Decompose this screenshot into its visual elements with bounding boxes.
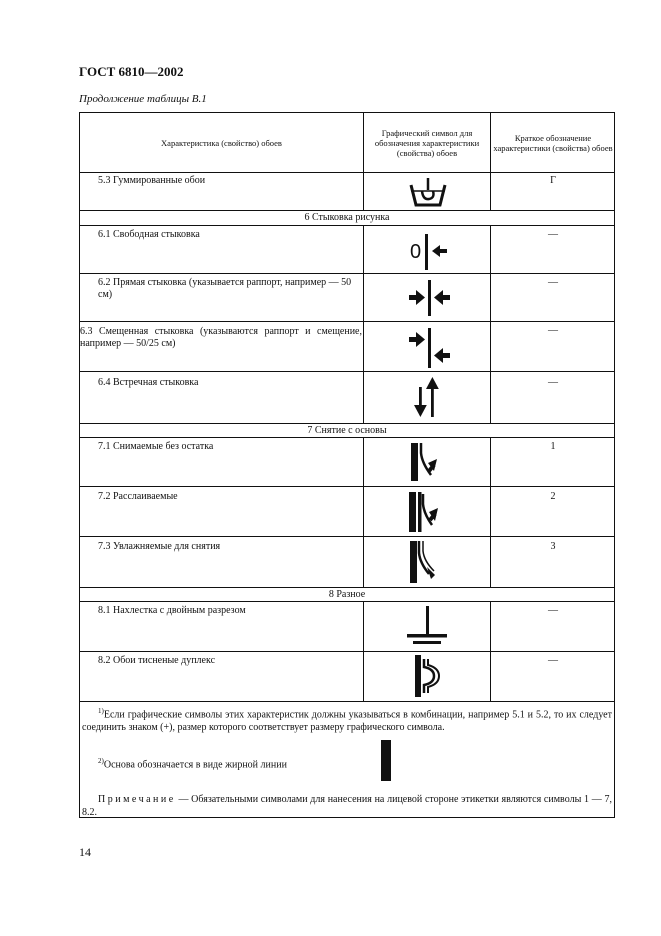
peelable-icon (408, 492, 444, 532)
row-6-1-code: — (548, 229, 558, 240)
row-7-1-code: 1 (550, 441, 556, 452)
footnote-1 (82, 705, 612, 734)
free-match-zero: 0 (410, 241, 422, 263)
col-header-code: Краткое обозначение характеристики (свойства) обоев (493, 132, 613, 153)
col-header-symbol: Графический символ для обозначения характеристики (свойства) обоев (374, 127, 480, 158)
row-6-1-label: 6.1 Свободная стыковка (98, 229, 200, 240)
row-7-3-label: 7.3 Увлажняемые для снятия (98, 541, 221, 552)
double-cut-icon (405, 606, 451, 648)
straight-match-icon (407, 280, 453, 316)
free-match-icon (408, 234, 450, 270)
section-8-title: 8 Разное (328, 589, 366, 600)
row-8-2-label: 8.2 Обои тисненые дуплекс (98, 655, 216, 666)
gummed-water-basin-icon (407, 176, 449, 208)
section-6-title: 6 Стыковка рисунка (304, 212, 390, 223)
footnote-2 (98, 755, 368, 772)
row-5-3-label: 5.3 Гуммированные обои (98, 175, 206, 186)
base-thick-line-symbol (381, 740, 391, 781)
table-remark (82, 794, 612, 819)
section-7-title: 7 Снятие с основы (307, 425, 387, 436)
row-6-4-label: 6.4 Встречная стыковка (98, 377, 199, 388)
row-7-2-label: 7.2 Расслаиваемые (98, 491, 178, 502)
footnote-2-mark: 2) (98, 757, 104, 765)
row-8-2-code: — (548, 655, 558, 666)
row-7-3-code: 3 (550, 541, 556, 552)
row-6-3-code: — (548, 325, 558, 336)
table-caption: Продолжение таблицы В.1 (79, 93, 207, 105)
row-5-3-code: Г (550, 175, 556, 186)
row-6-2-label: 6.2 Прямая стыковка (указывается раппорт, например — 50 см) (98, 277, 352, 300)
row-6-3-label: 6.3 Смещенная стыковка (указываются раппорт и смещение, например — 50/25 см) (80, 326, 362, 349)
row-8-1-code: — (548, 605, 558, 616)
row-6-4-code: — (548, 377, 558, 388)
row-7-2-code: 2 (550, 491, 556, 502)
row-8-1-label: 8.1 Нахлестка с двойным разрезом (98, 605, 246, 616)
page-number: 14 (79, 845, 91, 859)
footnote-1-text: Если графические символы этих характеристик должны указываться в комбинации, например 5.1 и 5.2, то их следует соединить знаком (+), размер которого соответствует размеру графического символа. (82, 709, 612, 733)
offset-match-icon (407, 328, 453, 368)
strippable-icon (410, 443, 444, 481)
reverse-hanging-icon (411, 375, 443, 419)
footnote-2-text: Основа обозначается в виде жирной линии (103, 759, 287, 771)
wet-removable-icon (409, 541, 445, 583)
col-header-characteristic: Характеристика (свойство) обоев (161, 137, 282, 148)
footnote-1-mark: 1) (98, 707, 104, 715)
characteristics-table (79, 112, 615, 818)
standard-header: ГОСТ 6810—2002 (79, 64, 184, 79)
duplex-embossed-icon (414, 655, 442, 697)
remark-text: — Обязательными символами для нанесения на лицевой стороне этикетки являются символы 1 — 7, 8.2. (82, 794, 612, 818)
row-6-2-code: — (548, 277, 558, 288)
row-7-1-label: 7.1 Снимаемые без остатка (98, 441, 214, 452)
remark-label: Примечание (98, 794, 176, 805)
